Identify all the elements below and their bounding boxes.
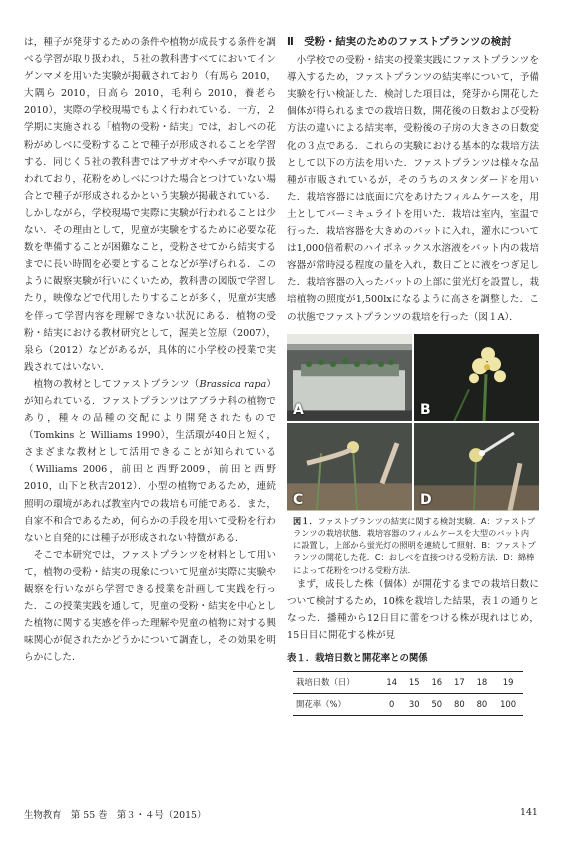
- caption-label: 図１．: [293, 515, 318, 526]
- paragraph: そこで本研究では，ファストプランツを材料として用いて，植物の受粉・結実の現象について児童が実際に実験や観察を行いながら学習できる授業を計画して実践を行った．この授業実践を通して，児童の受粉・結実を中心とした植物に関する実感を伴った理解や児童の植物に対する興味関心が促されたかどうかについて調査し，その効果を明らかにした．: [24, 549, 276, 664]
- text-span: ）が知られている．ファストプランツはアブラナ科の植物であり，種々の品種の交配により開発されたもので（Tomkins と Williams 1990），生活環が40日と短く，さまざまな教材として活用できることが知られている（Williams 2006，前田と西野2009，前田と西野2010，山下と秋吉2012）．小型の植物であるため，連続照明の環境があれば教室内での栽培も可能である．また，自家不和合であるため，何らかの手段を用いて受粉を行わないと自発的には種子が形成されない特徴がある．: [24, 378, 277, 544]
- table-cell: 80: [448, 693, 471, 715]
- caption-text: ファストプランツの結実に関する検討実験．A：ファストプランツの栽培状態．栽培容器のフィルムケースを大型のバット内に設置し，上部から蛍光灯の照明を連続して照射．B：ファストプランツの開花した花．C：おしべを直接つける受粉方法．D：綿棒によって花粉をつける受粉方法．: [293, 515, 536, 575]
- species-name: Brassica rapa: [199, 378, 267, 390]
- table-cell: 17: [448, 671, 471, 693]
- table-cell: 14: [380, 671, 403, 693]
- table-cell: 18: [471, 671, 494, 693]
- photo-d-image: [414, 423, 539, 511]
- table-cell: 100: [493, 693, 523, 715]
- paragraph-fastplants: [24, 376, 276, 547]
- table-cell: 50: [426, 693, 449, 715]
- photo-b-image: [414, 334, 539, 422]
- table-row: [293, 693, 523, 715]
- journal-footer: 生物教育 第 55 巻 第３・４号（2015）: [24, 810, 207, 821]
- row-header: 栽培日数（日）: [293, 671, 380, 693]
- photo-c: [287, 423, 412, 511]
- section-heading: Ⅱ 受粉・結実のためのファストプランツの検討: [287, 36, 512, 48]
- table-cell: 80: [471, 693, 494, 715]
- right-column: [287, 34, 539, 716]
- photo-b: [414, 334, 539, 422]
- figure-caption: [287, 515, 539, 576]
- panel-label: A: [293, 402, 304, 418]
- row-header: 開花率（%）: [293, 693, 380, 715]
- panel-label: C: [293, 491, 304, 508]
- panel-label: D: [420, 491, 432, 508]
- photo-a: [287, 334, 412, 422]
- text-span: 植物の教材としてファストプランツ（: [33, 378, 200, 390]
- table-cell: 30: [403, 693, 426, 715]
- page-number: 141: [520, 807, 538, 818]
- table-1: [293, 671, 523, 716]
- table-title: 表１．栽培日数と開花率との関係: [287, 653, 428, 665]
- panel-label: B: [420, 402, 431, 418]
- figure-1: [287, 334, 539, 511]
- table-cell: 19: [493, 671, 523, 693]
- photo-c-image: [287, 423, 412, 511]
- table-cell: 16: [426, 671, 449, 693]
- paragraph: は，種子が発芽するための条件や植物が成長する条件を調べる学習が取り扱われ，５社の教科書すべてにおいてインゲンマメを用いた実験が掲載されており（有馬ら 2010，大隅ら 2010，日高ら 2010，毛利ら 2010，養老ら 2010），実際の学校現場でもよく行われている．一方，２学期に実施される「植物の受粉・結実」では，おしべの花粉がめしべに受粉することで種子が形成されることを学習する．同じく５社の教科書ではアサガオやヘチマが取り扱われており，花粉をめしべにつけた場合とつけていない場合とで種子が形成されるかという実験が掲載されている．しかしながら，学校現場で実際に実験が行われることは少ない．その理由として，児童が実験をするために必要な花数を準備することが困難なこと，受粉させてから結実するまでに長い時間を必要とすることなどが挙げられる．このように観察実験が行いにくいため，教科書の図版で学習したり，映像などで代用したりすることが多く，児童が実感を伴って学習内容を理解できない状況にある．植物の受粉・結実における教材研究として，渥美と笠原（2007），泉ら（2012）などがあるが，具体的に小学校の授業で実践されてはいない．: [24, 37, 276, 373]
- photo-d: [414, 423, 539, 511]
- paragraph: まず，成長した株（個体）が開花するまでの栽培日数について検討するため，10株を栽培した結果，表１の通りとなった．播種から12日目に蕾をつける株が現れはじめ，15日目に開花する株が見: [287, 579, 539, 642]
- photo-a-image: [287, 334, 412, 422]
- paragraph: 小学校での受粉・結実の授業実践にファストプランツを導入するため，ファストプランツの結実率について，予備実験を行い検証した．検討した項目は，発芽から開花した個体が得られるまでの栽培日数，開花後の日数および受粉方法の違いによる結実率，受粉後の子房の大きさの日数変化の３点である．これらの実験における基本的な栽培方法として以下の方法を用いた．ファストプランツは様々な品種が市販されているが，そのうちのスタンダードを用いた．栽培容器には底面に穴をあけたフィルムケースを，用土としてバーミキュライトを用いた．栽培は室内，室温で行った．栽培容器を大きめのバットに入れ，灌水については1,000倍希釈のハイポネックス水溶液をバット内の栽培容器が常時浸る程度の量を入れ，数日ごとに液をつぎ足した．栽培容器の入ったバットの上部に蛍光灯を設置し，栽培植物の照度が1,500lxになるように高さを調整した．この状態でファストプランツの栽培を行った（図１A）．: [287, 55, 539, 323]
- table-cell: 15: [403, 671, 426, 693]
- table-cell: 0: [380, 693, 403, 715]
- left-column: [24, 34, 276, 666]
- table-row: [293, 671, 523, 693]
